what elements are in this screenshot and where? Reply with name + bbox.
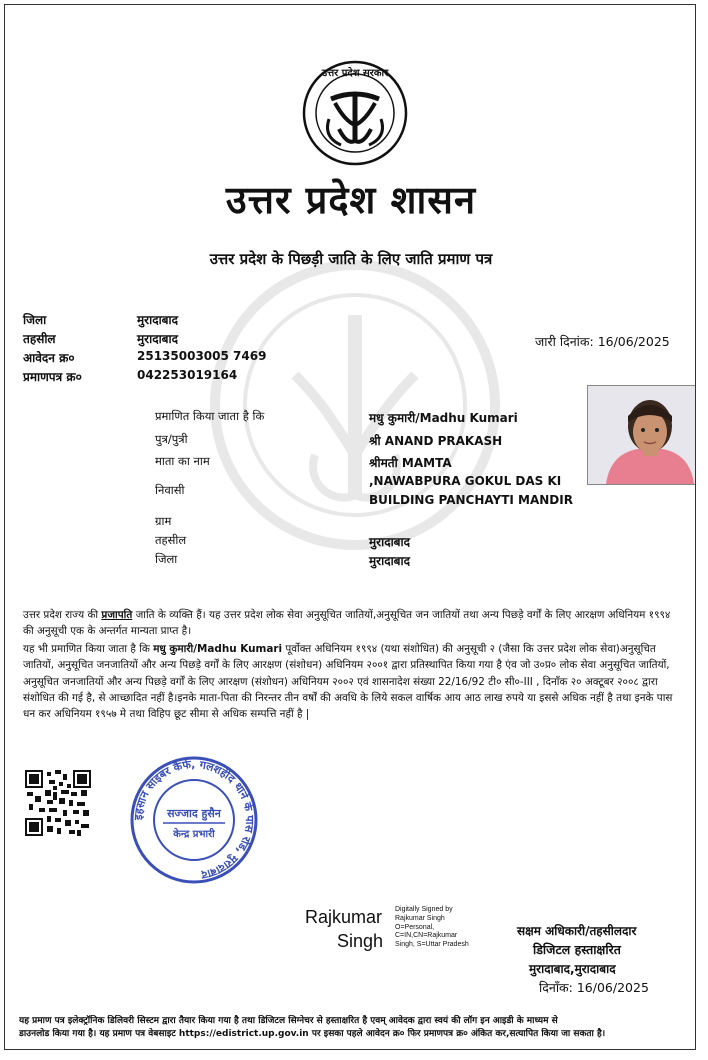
caste-name: प्रजापति [101,609,133,621]
signing-place: मुरादाबाद,मुरादाबाद [529,962,616,976]
stamp-inner-line-2: केन्द्र प्रभारी [173,829,215,840]
address-line-2: BUILDING PANCHAYTI MANDIR [369,493,573,507]
paragraph-2-name: मधु कुमारी/Madhu Kumari [153,643,283,655]
certificate-subtitle: उत्तर प्रदेश के पिछड़ी जाति के लिए जाति प्रमाण पत्र [209,250,493,268]
page-title: उत्तर प्रदेश शासन [225,177,477,222]
stamp-outer-text: इहसान साइबर कैफे, गलशहीद थाने के पास रोड, मुरादाबाद [131,757,257,882]
application-number-value: 25135003005 7469 [137,349,267,363]
certify-label: प्रमाणित किया जाता है कि [155,409,265,423]
resident-label: निवासी [155,483,185,497]
digital-sig-line: Rajkumar Singh [395,914,445,922]
footer-line-2: डाउनलोड किया गया है। यह प्रमाण पत्र वेबसाइट https://edistrict.up.gov.in पर इसका पहले आवेदन क्र० फिर प्रमाणपत्र क्र० अंकित कर,सत्यापित किया जा सकता है। [19,1029,606,1039]
relation-label: पुत्र/पुत्री [155,432,188,446]
paragraph-2-rest: पूर्वोक्त अधिनियम १९९४ (यथा संशोधित) की अनुसूची २ (जैसा कि उत्तर प्रदेश लोक सेवा)अनुसूचित जातियों, अनुसूचित जनजातियों और अन्य पिछड़े वर्गों के लिए आरक्षण (संशोधन) अधिनियम २००१ द्वारा प्रतिस्थापित किया गया है एंव जो उ०प्र० लोक सेवा अनुसूचित जातियों, अनुसूचित जनजातियों और अन्य पिछड़े वर्गों के लिए आरक्षण (संशोधन) अधिनियम २००२ एवं शासनादेश संख्या 22/16/92 टी० सी०-III , दिनाँक २० अक्टूबर २००८ द्वारा संशोधित की गई है, से आच्छादित नहीं है।इनके माता-पिता की निरन्तर तीन वर्षों की अवधि के लिये सकल वार्षिक आय आठ लाख रुपये या इससे अधिक नहीं है तथा इनके पास धन कर अधिनियम १९५७ मे तथा विहिप छूट सीमा से अधिक सम्पत्ति नहीं है | [23,643,673,721]
footer-line-1: यह प्रमाण पत्र इलेक्ट्रॉनिक डिलिवरी सिस्टम द्वारा तैयार किया गया है तथा डिजिटल सिग्नेचर से हस्ताक्षरित है एवम् आवेदक द्वारा स्वयं की लॉग इन आइडी के माध्यम से [19,1016,558,1026]
emblem-text: उत्तर प्रदेश सरकार [321,68,389,79]
father-name: श्री ANAND PRAKASH [369,434,503,448]
income-paragraph [23,641,683,722]
signing-date-label: दिनाँक: [539,980,573,995]
paragraph-1-start: उत्तर प्रदेश राज्य की [23,609,102,621]
paragraph-2-start: यह भी प्रमाणित किया जाता है कि [23,643,154,655]
person-district-label: जिला [155,552,178,566]
certificate-number-label: प्रमाणपत्र क्र० [23,370,82,384]
person-tehsil-label: तहसील [155,533,187,547]
issue-date-label: जारी दिनांक: [535,334,594,349]
district-value: मुरादाबाद [137,313,179,327]
tehsil-value: मुरादाबाद [137,332,179,346]
paragraph-1-rest: जाति के व्यक्ति हैं। यह उत्तर प्रदेश लोक सेवा अनुसूचित जातियों,अनुसूचित जन जातियों तथा अन्य पिछड़े वर्गों के लिए आरक्षण अधिनियम १९९४ की अनुसूची एक के अन्तर्गत मान्यता प्राप्त है। [23,609,671,638]
digital-sig-line: C=IN,CN=Rajkumar [395,932,458,940]
digital-signature-details [395,906,469,950]
digital-sig-line: O=Personal, [395,923,435,931]
signer-name-line-2: Singh [337,931,384,951]
signing-date [539,979,649,996]
digital-signed-label: डिजिटल हस्ताक्षरित [533,942,621,957]
signing-date-value: 16/06/2025 [576,980,649,995]
authority-title: सक्षम अधिकारी/तहसीलदार [517,924,637,938]
issue-date [535,333,670,350]
applicant-name: मधु कुमारी/Madhu Kumari [369,411,518,425]
village-label: ग्राम [155,514,172,528]
mother-name: श्रीमती MAMTA [369,456,452,470]
mother-label: माता का नाम [155,454,210,468]
tehsil-label: तहसील [23,332,56,346]
caste-paragraph [23,607,683,640]
digital-sig-line: Digitally Signed by [395,906,453,913]
qr-code-icon [25,770,91,836]
person-photo-icon [588,386,696,484]
issue-date-value: 16/06/2025 [597,334,670,349]
operator-stamp-icon [129,755,259,885]
person-tehsil-value: मुरादाबाद [369,535,411,549]
signer-name-line-1: Rajkumar [305,907,383,927]
digital-sig-line: Singh, S=Uttar Pradesh [395,941,469,949]
certificate-page [4,4,696,1050]
footer-note [19,1015,683,1041]
address-line-1: ,NAWABPURA GOKUL DAS KI [369,474,562,488]
district-label: जिला [23,313,47,327]
application-number-label: आवेदन क्र० [23,351,75,365]
applicant-photo [587,385,696,485]
person-district-value: मुरादाबाद [369,554,411,568]
certificate-number-value: 042253019164 [137,368,238,382]
watermark-seal-icon [205,255,505,555]
stamp-inner-line-1: सज्जाद हुसैन [167,807,221,820]
